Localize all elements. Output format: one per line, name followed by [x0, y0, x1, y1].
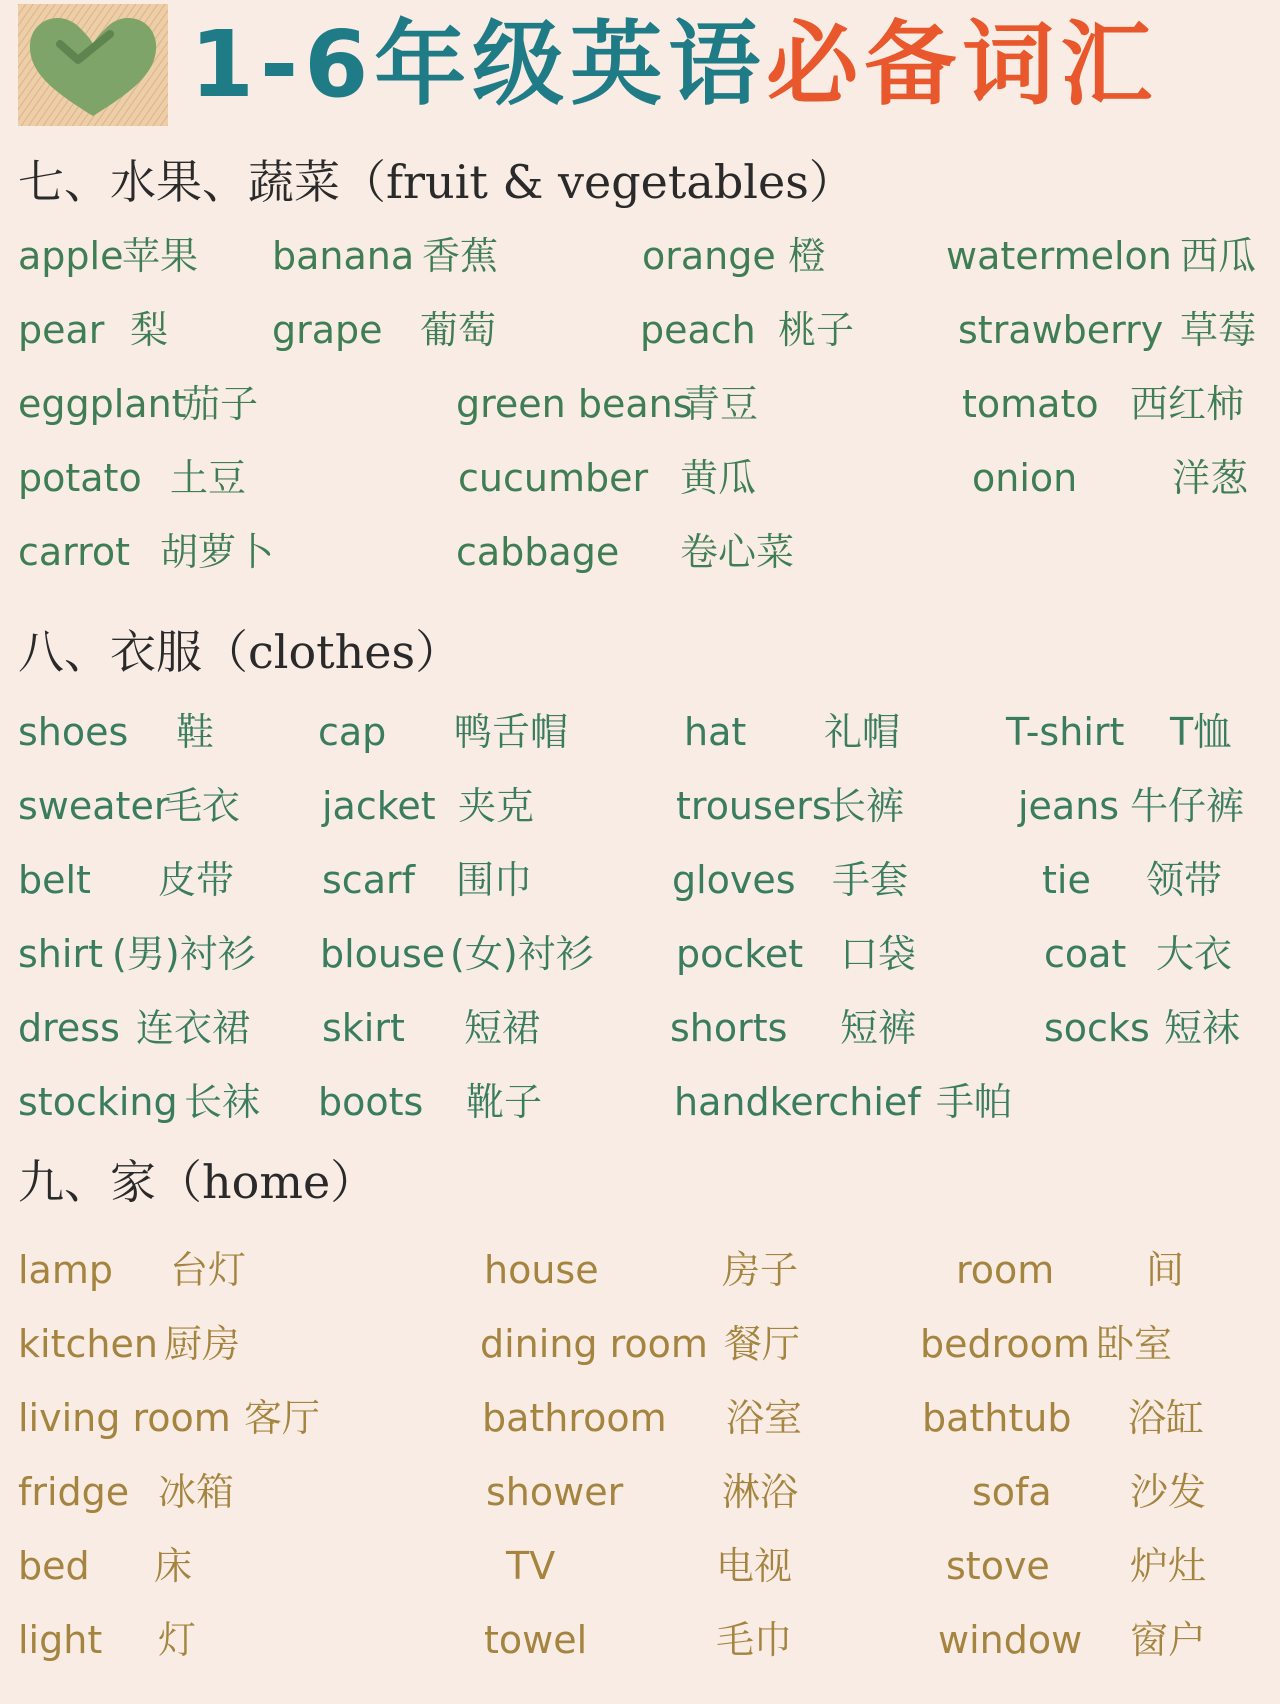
- vocab-chinese: 鸭舌帽: [454, 710, 569, 754]
- vocab-english: bathroom: [482, 1396, 667, 1440]
- vocab-item: [672, 856, 909, 904]
- vocab-chinese: 房子: [722, 1248, 799, 1292]
- vocab-item: [640, 306, 855, 354]
- vocab-chinese: 西瓜: [1180, 234, 1257, 278]
- vocab-item: [684, 708, 901, 756]
- vocab-english: jacket: [322, 784, 436, 828]
- vocab-item: [920, 1320, 1173, 1368]
- vocab-chinese: 沙发: [1130, 1470, 1207, 1514]
- vocab-chinese: 橙: [788, 234, 827, 278]
- vocab-item: [946, 1542, 1207, 1590]
- vocab-english: banana: [272, 234, 415, 278]
- vocab-chinese: 灯: [158, 1618, 197, 1662]
- vocab-english: shower: [486, 1470, 624, 1514]
- vocab-chinese: 短裤: [840, 1006, 917, 1050]
- vocab-english: bathtub: [922, 1396, 1072, 1440]
- vocab-english: shoes: [18, 710, 129, 754]
- vocab-item: [272, 306, 497, 354]
- vocab-chinese: 桃子: [778, 308, 855, 352]
- vocab-item: [1042, 856, 1223, 904]
- section-title-home: 九、家（home）: [18, 1155, 377, 1209]
- vocab-english: tie: [1042, 858, 1091, 902]
- vocab-english: tomato: [962, 382, 1099, 426]
- vocab-item: [670, 1004, 917, 1052]
- vocab-english: sofa: [972, 1470, 1052, 1514]
- vocab-english: kitchen: [18, 1322, 158, 1366]
- vocab-item: [18, 1542, 193, 1590]
- vocab-english: stocking: [18, 1080, 178, 1124]
- vocab-english: window: [938, 1618, 1083, 1662]
- vocab-english: carrot: [18, 530, 131, 574]
- vocab-chinese: 领带: [1146, 858, 1223, 902]
- vocab-chinese: 卧室: [1096, 1322, 1173, 1366]
- vocab-english: gloves: [672, 858, 796, 902]
- vocab-chinese: 长裤: [828, 784, 905, 828]
- vocab-item: [458, 454, 757, 502]
- vocab-item: [938, 1616, 1207, 1664]
- vocab-chinese: 茄子: [182, 382, 259, 426]
- vocab-item: [972, 454, 1249, 502]
- vocab-item: [18, 306, 169, 354]
- vocab-chinese: 连衣裙: [136, 1006, 251, 1050]
- vocab-chinese: 西红柿: [1130, 382, 1245, 426]
- vocab-item: [18, 856, 235, 904]
- vocab-chinese: 夹克: [458, 784, 535, 828]
- vocab-english: pear: [18, 308, 105, 352]
- vocab-item: [18, 528, 275, 576]
- vocab-item: [18, 782, 241, 830]
- vocab-chinese: 冰箱: [158, 1470, 235, 1514]
- vocab-english: watermelon: [946, 234, 1172, 278]
- vocab-chinese: 梨: [130, 308, 169, 352]
- vocab-chinese: 鞋: [176, 710, 215, 754]
- vocab-chinese: 青豆: [682, 382, 759, 426]
- vocab-item: [484, 1616, 793, 1664]
- vocab-item: [1044, 930, 1233, 978]
- vocab-item: [18, 1468, 235, 1516]
- vocab-english: coat: [1044, 932, 1127, 976]
- vocab-english: stove: [946, 1544, 1050, 1588]
- vocab-chinese: 长袜: [184, 1080, 261, 1124]
- vocab-item: [18, 1078, 261, 1126]
- vocab-english: bedroom: [920, 1322, 1090, 1366]
- vocab-chinese: 短袜: [1164, 1006, 1241, 1050]
- vocab-item: [18, 1004, 251, 1052]
- vocab-english: apple: [18, 234, 124, 278]
- vocab-chinese: 毛巾: [716, 1618, 793, 1662]
- page-title: [190, 10, 1158, 120]
- vocab-item: [320, 930, 594, 978]
- vocab-chinese: 电视: [716, 1544, 793, 1588]
- header: [0, 0, 1280, 140]
- heart-logo-icon: [18, 4, 168, 126]
- title-part2: 必备词汇: [766, 11, 1159, 118]
- vocab-english: belt: [18, 858, 91, 902]
- vocab-english: dining room: [480, 1322, 708, 1366]
- vocab-chinese: 大衣: [1156, 932, 1233, 976]
- vocab-english: hat: [684, 710, 747, 754]
- vocab-chinese: 葡萄: [420, 308, 497, 352]
- vocab-english: peach: [640, 308, 756, 352]
- vocab-english: shorts: [670, 1006, 788, 1050]
- vocab-english: shirt: [18, 932, 103, 976]
- vocab-english: cap: [318, 710, 387, 754]
- vocab-chinese: 洋葱: [1172, 456, 1249, 500]
- vocab-chinese: 厨房: [164, 1322, 241, 1366]
- vocab-item: [322, 1004, 541, 1052]
- vocab-item: [480, 1320, 801, 1368]
- vocab-english: scarf: [322, 858, 415, 902]
- vocab-english: cucumber: [458, 456, 649, 500]
- vocab-item: [18, 1246, 247, 1294]
- vocab-item: [18, 380, 259, 428]
- vocab-english: T-shirt: [1006, 710, 1125, 754]
- vocab-item: [922, 1394, 1205, 1442]
- vocab-item: [956, 1246, 1185, 1294]
- vocab-item: [484, 1246, 799, 1294]
- vocab-chinese: 间: [1146, 1248, 1185, 1292]
- vocab-english: socks: [1044, 1006, 1150, 1050]
- vocab-chinese: 手帕: [936, 1080, 1013, 1124]
- vocab-chinese: 浴缸: [1128, 1396, 1205, 1440]
- section-title-clothes: 八、衣服（clothes）: [18, 625, 462, 679]
- vocab-english: light: [18, 1618, 103, 1662]
- section-title-fruit: 七、水果、蔬菜（fruit & vegetables）: [18, 155, 855, 209]
- vocab-item: [18, 1320, 241, 1368]
- vocab-item: [506, 1542, 793, 1590]
- vocab-item: [946, 232, 1257, 280]
- vocab-english: onion: [972, 456, 1078, 500]
- vocab-chinese: T恤: [1170, 710, 1232, 754]
- vocab-chinese: 餐厅: [724, 1322, 801, 1366]
- vocab-item: [676, 782, 905, 830]
- vocab-english: green beans: [456, 382, 693, 426]
- vocab-english: skirt: [322, 1006, 405, 1050]
- vocab-chinese: (男)衬衫: [112, 932, 256, 976]
- vocab-chinese: 香蕉: [422, 234, 499, 278]
- vocab-item: [18, 1616, 197, 1664]
- vocab-chinese: 短裙: [464, 1006, 541, 1050]
- vocab-item: [18, 930, 256, 978]
- vocab-english: fridge: [18, 1470, 130, 1514]
- vocab-english: grape: [272, 308, 383, 352]
- vocab-english: lamp: [18, 1248, 113, 1292]
- vocab-english: boots: [318, 1080, 424, 1124]
- vocab-english: dress: [18, 1006, 120, 1050]
- vocab-chinese: 皮带: [158, 858, 235, 902]
- vocab-chinese: 礼帽: [824, 710, 901, 754]
- vocab-chinese: 靴子: [466, 1080, 543, 1124]
- vocab-english: strawberry: [958, 308, 1164, 352]
- vocab-item: [972, 1468, 1207, 1516]
- vocab-chinese: 牛仔裤: [1130, 784, 1245, 828]
- vocab-chinese: 围巾: [456, 858, 533, 902]
- vocab-chinese: (女)衬衫: [450, 932, 594, 976]
- vocab-english: living room: [18, 1396, 231, 1440]
- vocab-item: [482, 1394, 803, 1442]
- vocab-item: [676, 930, 917, 978]
- vocab-english: potato: [18, 456, 142, 500]
- vocab-chinese: 台灯: [170, 1248, 247, 1292]
- vocab-item: [18, 454, 247, 502]
- vocab-english: orange: [642, 234, 776, 278]
- vocab-english: room: [956, 1248, 1055, 1292]
- vocab-chinese: 浴室: [726, 1396, 803, 1440]
- vocab-item: [1044, 1004, 1241, 1052]
- vocab-english: bed: [18, 1544, 90, 1588]
- vocab-item: [958, 306, 1257, 354]
- vocab-item: [962, 380, 1245, 428]
- vocab-english: pocket: [676, 932, 804, 976]
- vocab-english: towel: [484, 1618, 588, 1662]
- title-part1: 1-6年级英语: [190, 11, 767, 118]
- vocab-item: [18, 708, 215, 756]
- vocab-english: cabbage: [456, 530, 620, 574]
- vocab-chinese: 土豆: [170, 456, 247, 500]
- vocab-english: TV: [506, 1544, 556, 1588]
- vocab-chinese: 口袋: [840, 932, 917, 976]
- vocab-english: blouse: [320, 932, 446, 976]
- vocab-item: [322, 782, 535, 830]
- vocab-english: jeans: [1018, 784, 1120, 828]
- vocab-chinese: 毛衣: [164, 784, 241, 828]
- vocab-english: trousers: [676, 784, 832, 828]
- vocab-chinese: 淋浴: [722, 1470, 799, 1514]
- vocab-chinese: 胡萝卜: [160, 530, 275, 574]
- vocab-english: house: [484, 1248, 599, 1292]
- vocab-item: [272, 232, 499, 280]
- vocab-item: [674, 1078, 1013, 1126]
- vocab-english: eggplant: [18, 382, 187, 426]
- vocab-chinese: 草莓: [1180, 308, 1257, 352]
- vocab-item: [18, 1394, 321, 1442]
- vocab-chinese: 客厅: [244, 1396, 321, 1440]
- vocab-chinese: 苹果: [122, 234, 199, 278]
- vocab-item: [486, 1468, 799, 1516]
- vocab-english: sweater: [18, 784, 170, 828]
- vocab-english: handkerchief: [674, 1080, 921, 1124]
- vocab-item: [322, 856, 533, 904]
- vocab-item: [318, 708, 569, 756]
- vocab-chinese: 手套: [832, 858, 909, 902]
- vocab-item: [456, 380, 759, 428]
- vocab-chinese: 床: [154, 1544, 193, 1588]
- vocab-chinese: 窗户: [1130, 1618, 1207, 1662]
- vocab-chinese: 卷心菜: [680, 530, 795, 574]
- vocab-item: [1018, 782, 1245, 830]
- vocab-chinese: 黄瓜: [680, 456, 757, 500]
- vocab-item: [456, 528, 795, 576]
- vocab-item: [642, 232, 827, 280]
- vocab-item: [18, 232, 199, 280]
- vocab-item: [1006, 708, 1232, 756]
- vocab-chinese: 炉灶: [1130, 1544, 1207, 1588]
- vocab-item: [318, 1078, 543, 1126]
